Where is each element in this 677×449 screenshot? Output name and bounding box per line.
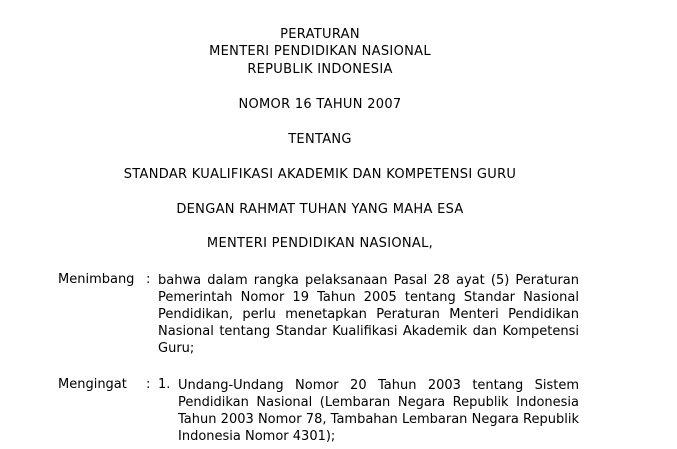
mengingat-item-text [178, 377, 579, 445]
blessing-line: DENGAN RAHMAT TUHAN YANG MAHA ESA [176, 202, 464, 217]
menimbang-paragraph [158, 272, 579, 357]
about-heading: TENTANG [288, 132, 352, 147]
title-ministry: MENTERI PENDIDIKAN NASIONAL [209, 44, 431, 59]
menimbang-line: Nasional tentang Standar Kualifikasi Akademik dan Kompetensi [158, 324, 579, 339]
regulation-number: NOMOR 16 TAHUN 2007 [238, 97, 402, 112]
mengingat-item-number: 1. [158, 377, 171, 392]
menimbang-line: Pendidikan, perlu menetapkan Peraturan Menteri Pendidikan [158, 307, 579, 322]
menimbang-line: Pemerintah Nomor 19 Tahun 2005 tentang Standar Nasional [158, 290, 579, 305]
menimbang-label: Menimbang [58, 272, 135, 287]
menimbang-line: bahwa dalam rangka pelaksanaan Pasal 28 ayat (5) Peraturan [158, 273, 579, 288]
mengingat-line: Indonesia Nomor 4301); [178, 429, 336, 444]
mengingat-line: Undang-Undang Nomor 20 Tahun 2003 tentang Sistem [178, 378, 579, 393]
mengingat-colon: : [146, 377, 151, 392]
mengingat-line: Pendidikan Nasional (Lembaran Negara Republik Indonesia [178, 395, 579, 410]
mengingat-line: Tahun 2003 Nomor 78, Tambahan Lembaran Negara Republik [178, 412, 579, 427]
title-peraturan: PERATURAN [280, 27, 360, 42]
menimbang-colon: : [146, 272, 151, 287]
regulation-subject: STANDAR KUALIFIKASI AKADEMIK DAN KOMPETENSI GURU [123, 167, 517, 182]
mengingat-label: Mengingat [58, 377, 127, 392]
menimbang-line: Guru; [158, 341, 195, 356]
title-country: REPUBLIK INDONESIA [247, 62, 393, 77]
issuer-line: MENTERI PENDIDIKAN NASIONAL, [206, 236, 434, 251]
